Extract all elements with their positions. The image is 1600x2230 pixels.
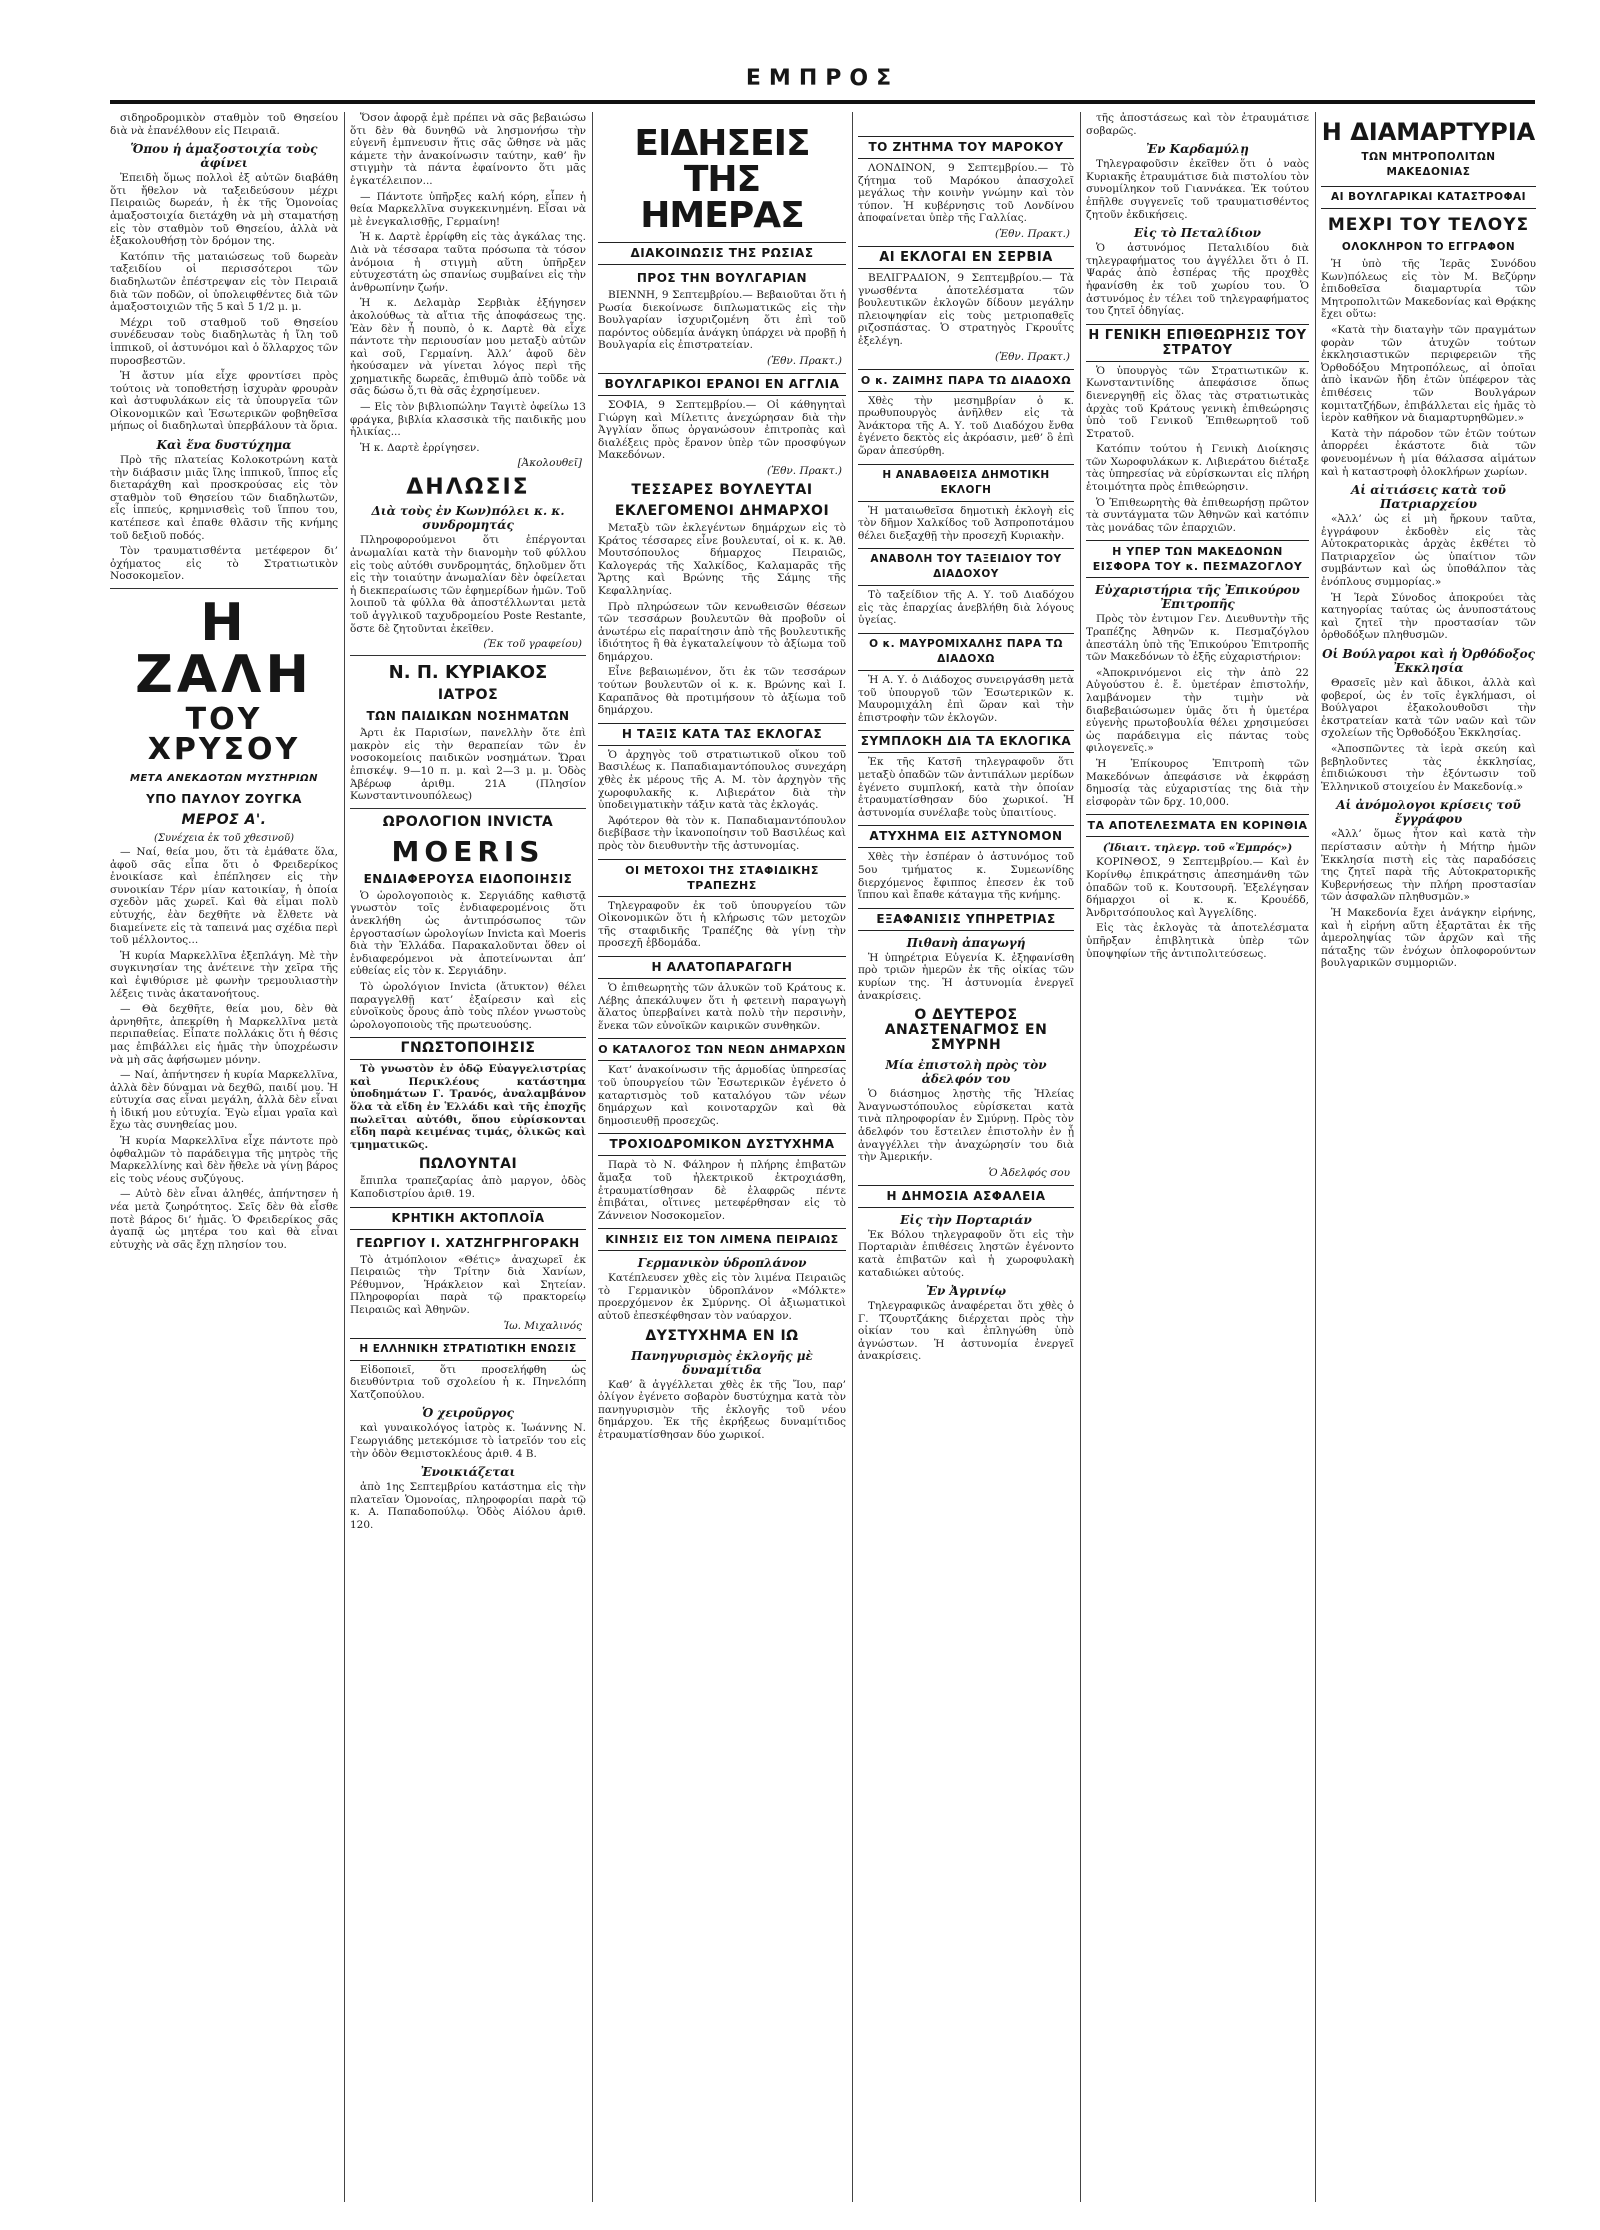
subheading: Εἰς τὸ Πεταλίδιον — [1134, 226, 1261, 241]
paragraph: Ἡ κυρία Μαρκελλῖνα εἶχε πάντοτε πρὸ ὀφθαλμῶν τὸ παράδειγμα τῆς μητρὸς τῆς Μαρκελλίνης καὶ δὲν ἤθελε νὰ γίνῃ βάρος εἰς τοὺς νέους συζύγους. — [110, 1135, 338, 1185]
ad-heading: ΚΡΗΤΙΚΗ ΑΚΤΟΠΛΟΪΑ — [350, 1207, 586, 1230]
article-subheadline: ΠΡΟΣ ΤΗΝ ΒΟΥΛΓΑΡΙΑΝ — [636, 271, 808, 285]
advertisement — [350, 664, 586, 803]
paragraph: Εἶνε βεβαιωμένον, ὅτι ἐκ τῶν τεσσάρων τούτων βουλευτῶν οἱ κ. κ. Βρώνης καὶ Ι. Καραπᾶνος θὰ προτιμήσουν τὸ ἀξίωμα τοῦ δημάρχου. — [598, 666, 846, 717]
article-headline: ΤΡΟΧΙΟΔΡΟΜΙΚΟΝ ΔΥΣΤΥΧΗΜΑ — [598, 1133, 846, 1156]
article-headline: Ο κ. ΖΑΙΜΗΣ ΠΑΡΑ ΤΩ ΔΙΑΔΟΧΩ — [858, 369, 1074, 392]
main-headline: ΕΙΔΗΣΕΙΣ ΤΗΣ ΗΜΕΡΑΣ — [634, 123, 810, 236]
article-headline: Η ΑΛΑΤΟΠΑΡΑΓΩΓΗ — [598, 956, 846, 979]
paragraph: ΛΟΝΔΙΝΟΝ, 9 Σεπτεμβρίου.— Τὸ ζήτημα τοῦ Μαρόκου ἀπασχολεῖ μεγάλως τὴν κοινὴν γνώμην καὶ τὸν τύπον. Ἡ κυβέρνησις τοῦ Λονδίνου ἀποφαίνεται ὑπὲρ τῆς Γαλλίας. — [858, 162, 1074, 225]
ad-subheading: ΕΝΔΙΑΦΕΡΟΥΣΑ ΕΙΔΟΠΟΙΗΣΙΣ — [363, 871, 573, 886]
paragraph: Ἡ Ἐπίκουρος Ἐπιτροπὴ τῶν Μακεδόνων ἀπεφάσισε νὰ ἐκφράσῃ δημοσίᾳ τὰς εὐχαριστίας της διὰ τὴν εἰσφορὰν τῶν δρχ. 10,000. — [1086, 757, 1309, 808]
paragraph: «Ἀλλ’ ὅμως ἦτον καὶ κατὰ τὴν περίστασιν αὐτὴν ἡ Μήτηρ ἡμῶν Ἐκκλησία πιστὴ εἰς τὰς παραδόσεις της ζητεῖ παρὰ τῆς Αὐτοκρατορικῆς Κυβερνήσεως τὴν πλήρη προστασίαν τῶν ἀσφαλῶν πληθυσμῶν.» — [1321, 828, 1536, 904]
subheading: Μία ἐπιστολὴ πρὸς τὸν ἀδελφόν του — [885, 1058, 1047, 1087]
paragraph: καὶ γυναικολόγος ἰατρὸς κ. Ἰωάννης Ν. Γεωργιάδης μετεκόμισε τὸ ἰατρεῖόν του εἰς τὴν ὁδὸν Θεμιστοκλέους ἀριθ. 4 Β. — [350, 1422, 586, 1460]
column-4 — [858, 112, 1074, 2212]
signature: (Ἐθν. Πρακτ.) — [767, 354, 842, 367]
article-headline: Η ΥΠΕΡ ΤΩΝ ΜΑΚΕΔΟΝΩΝ ΕΙΣΦΟΡΑ ΤΟΥ κ. ΠΕΣΜΑΖΟΓΛΟΥ — [1086, 540, 1309, 578]
paragraph: τῆς ἀποστάσεως καὶ τὸν ἐτραυμάτισε σοβαρῶς. — [1086, 112, 1309, 137]
subheading: Πανηγυρισμὸς ἐκλογῆς μὲ δυναμίτιδα — [631, 1348, 813, 1377]
paragraph: Πρὸς τὸν ἐντιμον Γεν. Διευθυντὴν τῆς Τραπέζης Ἀθηνῶν κ. Πεσμαζόγλου ἀπεστάλη ὑπὸ τῆς Ἐπικούρου Ἐπιτροπῆς τῶν Μακεδόνων τὸ ἑξῆς εὐχαριστήριον: — [1086, 613, 1309, 664]
paragraph: — Ναί, ἀπήντησεν ἡ κυρία Μαρκελλῖνα, ἀλλὰ δὲν δύναμαι νὰ δεχθῶ, παιδί μου. Ἡ εὐτυχία σας εἶναι μεγάλη, ἀλλὰ δὲν εἶναι ἡ ἰδική μου εὐτυχία. Ἐγὼ εἶμαι γραῖα καὶ ἔχω τὰς συνηθείας μου. — [110, 1069, 338, 1132]
article-subheadline: ΟΛΟΚΛΗΡΟΝ ΤΟ ΕΓΓΡΑΦΟΝ — [1341, 241, 1516, 253]
paragraph: Ἡ κυρία Μαρκελλῖνα ἐξεπλάγη. Μὲ τὴν συγκινησίαν της ἀνέτεινε τὴν χεῖρα τῆς καὶ ἐψιθύρισε μὲ φωνὴν τρεμουλιαστὴν λέξεις τινὰς ἀκατανοήτους. — [110, 949, 338, 1000]
paragraph: Ὁ Ἐπιθεωρητὴς θὰ ἐπιθεωρήσῃ πρῶτον τὰ συντάγματα τῶν Ἀθηνῶν καὶ κατόπιν τὰς μονάδας τῶν ἐπαρχιῶν. — [1086, 496, 1309, 534]
subheading: Ἐν Καρδαμύλῃ — [1146, 142, 1249, 157]
ad-name: Ν. Π. ΚΥΡΙΑΚΟΣ — [388, 662, 548, 684]
column-divider — [344, 112, 345, 2202]
article-headline: Ο ΚΑΤΑΛΟΓΟΣ ΤΩΝ ΝΕΩΝ ΔΗΜΑΡΧΩΝ — [598, 1038, 846, 1061]
article-headline: ΣΥΜΠΛΟΚΗ ΔΙΑ ΤΑ ΕΚΛΟΓΙΚΑ — [858, 730, 1074, 753]
paragraph: — Ναί, θεία μου, ὅτι τὰ ἐμάθατε ὅλα, ἀφοῦ σᾶς εἶπα ὅτι ὁ Φρειδερίκος ἐνοικίασε καὶ ἐπέπλησεν εἰς τὴν συνοικίαν Τέρν μίαν κατοικίαν, ἡ ὁποία σχεδὸν μᾶς χωρεῖ. Καὶ θὰ εἶμαι πολὺ εὐτυχής, ἐὰν δεχθῆτε νὰ ἔλθετε νὰ διαμείνετε εἰς τὰ ταπεινά μας σχέδια περὶ τοῦ μέλλοντος... — [110, 846, 338, 947]
paragraph: Ἡ Ἱερὰ Σύνοδος ἀποκρούει τὰς κατηγορίας ταύτας ὡς ἀνυποστάτους καὶ ζητεῖ τὴν προστασίαν τῶν ὀρθοδόξων πληθυσμῶν. — [1321, 591, 1536, 642]
paragraph: Ἡ ὑπὸ τῆς Ἱερᾶς Συνόδου Κων)πόλεως εἰς τὸν Μ. Βεζύρην ἐπιδοθεῖσα διαμαρτυρία τῶν Μητροπολιτῶν Μακεδονίας καὶ Θρᾴκης ἔχει οὕτω: — [1321, 258, 1536, 321]
subheading: Γερμανικὸν ὑδροπλάνον — [637, 1256, 807, 1271]
signature: (Ἐκ τοῦ γραφείου) — [483, 638, 582, 651]
subheading: Ὁ χειροῦργος — [422, 1406, 514, 1421]
column-6 — [1321, 112, 1536, 2212]
article-headline: ΔΥΣΤΥΧΗΜΑ ΕΝ ΙΩ — [645, 1327, 799, 1344]
paragraph: ΒΙΕΝΝΗ, 9 Σεπτεμβρίου.— Βεβαιοῦται ὅτι ἡ Ρωσία διεκοίνωσε διπλωματικῶς εἰς τὴν Βουλγαρίαν ἰσχυριζομένη ὅτι ἐπὶ τοῦ παρόντος οὐδεμία ἀνάγκη ὑπάρχει νὰ προβῇ ἡ Βουλγαρία εἰς ἐπιστρατείαν. — [598, 289, 846, 352]
ad-specialty: ΤΩΝ ΠΑΙΔΙΚΩΝ ΝΟΣΗΜΑΤΩΝ — [366, 709, 570, 724]
signature: Ὁ Ἀδελφός σου — [988, 1166, 1070, 1179]
column-3 — [598, 112, 846, 2212]
paragraph: Μεταξὺ τῶν ἐκλεγέντων δημάρχων εἰς τὸ Κράτος τέσσαρες εἶνε βουλευταί, οἱ κ. κ. Ἀθ. Μουτσόπουλος δήμαρχος Πειραιῶς, Καλογεράς τῆς Χαλκίδος, Καλαμαρᾶς τῆς Ἄρτης καὶ Βρώνης τῆς Σάμης τῆς Κεφαλληνίας. — [598, 521, 846, 597]
paragraph: Ἡ ὑπηρέτρια Εὐγενία Κ. ἐξηφανίσθη πρὸ τριῶν ἡμερῶν ἐκ τῆς οἰκίας τῶν κυρίων της. Ἡ ἀστυνομία ἐνεργεῖ ἀνακρίσεις. — [858, 951, 1074, 1002]
paragraph: ἔπιπλα τραπεζαρίας ἀπὸ μαργον, ὁδὸς Καποδιστρίου ἀριθ. 19. — [350, 1175, 586, 1201]
paragraph: Τηλεγραφοῦσιν ἐκεῖθεν ὅτι ὁ ναὸς Κυριακῆς ἐτραυμάτισε διὰ πιστολίου τὸν συνομίληκον τοῦ Γιαννάκεα. Ἐκ τούτου ἐπῆλθε συγγενεῖς τοῦ τραυματισθέντος ζητοῦν ἐκδικήσεις. — [1086, 158, 1309, 221]
article-headline: ΟΙ ΜΕΤΟΧΟΙ ΤΗΣ ΣΤΑΦΙΔΙΚΗΣ ΤΡΑΠΕΖΗΣ — [598, 859, 846, 897]
subheading: Πιθανὴ ἀπαγωγή — [906, 935, 1026, 950]
newspaper-name: ΕΜΠΡΟΣ — [745, 66, 900, 91]
article-subheadline: ΕΚΛΕΓΟΜΕΝΟΙ ΔΗΜΑΡΧΟΙ — [614, 502, 830, 519]
paragraph: Κατὰ τὴν πάροδον τῶν ἐτῶν τούτων ἀπορρέει ἐκάστοτε διὰ τῶν φονευομένων ἡ μία θάλασσα αἱμάτων καὶ ἡ καταστροφὴ ὁλοκλήρων χωρίων. — [1321, 427, 1536, 478]
paragraph: Χθὲς τὴν μεσημβρίαν ὁ κ. πρωθυπουργὸς ἀνῆλθεν εἰς τὰ Ἀνάκτορα τῆς Α. Υ. τοῦ Διαδόχου ἔνθα ἐγένετο δεκτὸς εἰς ἀκρόασιν, μεθ’ ὃ ἐπὶ ὥραν ἀπεσύρθη. — [858, 394, 1074, 457]
paragraph: Ἡ ἄστυν μία εἶχε φροντίσει πρὸς τούτοις νὰ τοποθετήσῃ ἰσχυρὰν φρουρὰν καὶ ἀστυφυλάκων εἰς τὰ ὑπουργεῖα τῶν Οἰκονομικῶν καὶ Ἐσωτερικῶν φοβηθεῖσα μήπως οἱ διαδηλωταὶ ὑπερβάλουν τὰ ὅρια. — [110, 370, 338, 433]
paragraph: — Θὰ δεχθῆτε, θεία μου, δὲν θὰ ἀρνηθῆτε, ἀπεκρίθη ἡ Μαρκελλῖνα μετὰ περιπαθείας. Εἶπατε πολλάκις ὅτι ἡ θέσις μας ἐπιβάλλει εἰς ἡμᾶς τὴν ὑποχρέωσιν νὰ μὴ σᾶς ἀφήσωμεν μόνην. — [110, 1003, 338, 1066]
paragraph: Καθ’ ἃ ἀγγέλλεται χθὲς ἐκ τῆς Ἴου, παρ’ ὀλίγον ἐγένετο σοβαρὸν δυστύχημα κατὰ τὸν πανηγυρισμὸν τῆς ἐκλογῆς τοῦ νέου δημάρχου. Ἐκ τῆς ἐκρήξεως δυναμίτιδος ἐτραυματίσθησαν δύο χωρικοί. — [598, 1378, 846, 1442]
subheading: Ἐνοικιάζεται — [420, 1465, 516, 1480]
paragraph: Ὁ διάσημος λῃστὴς τῆς Ἠλείας Ἀναγνωστόπουλος εὑρίσκεται κατὰ τινὰ πληροφορίαν ἐν Σμύρνῃ. Πρὸς τὸν ἀδελφόν του ἔστειλεν ἐπιστολὴν ἐν ᾗ ἀναγγέλλει τὴν ἀναχώρησίν του διὰ τὴν Ἀμερικήν. — [858, 1088, 1074, 1164]
paragraph: Ἐκ Βόλου τηλεγραφοῦν ὅτι εἰς τὴν Πορταριὰν ἐπιθέσεις ληστῶν ἐγένοντο κατὰ ἐπιβατῶν καὶ ἡ χωροφυλακὴ καταδιώκει αὐτούς. — [858, 1228, 1074, 1279]
article-subheadline: ΤΩΝ ΜΗΤΡΟΠΟΛΙΤΩΝ ΜΑΚΕΔΟΝΙΑΣ — [1361, 151, 1496, 178]
paragraph: Ὁ ὡρολογοποιὸς κ. Σεργιάδης καθιστᾷ γνωστὸν τοῖς ἐνδιαφερομένοις ὅτι ἀνεκλήθη ὡς ἀντιπρόσωπος τῶν ἐργοστασίων ὡρολογίων Invicta καὶ Moeris διὰ τὴν Ἑλλάδα. Παρακαλοῦνται ὅθεν οἱ ἐνδιαφερόμενοι νὰ ἀποτείνωνται ἀπ’ εὐθείας εἰς τὸν κ. Σεργιάδην. — [350, 889, 586, 978]
article-headline: ΑΤΥΧΗΜΑ ΕΙΣ ΑΣΤΥΝΟΜΟΝ — [858, 825, 1074, 848]
paragraph: Τὸ ὡρολόγιον Invicta (ἄτυκτον) θέλει παραγγελθῇ κατ’ ἐξαίρεσιν καὶ εἰς εὐνοϊκοὺς ὅρους ἀπὸ τοὺς πλέον γνωστοὺς ὡρολογοποιοὺς τῆς πρωτευούσης. — [350, 980, 586, 1031]
masthead-rule — [110, 100, 1535, 104]
article-headline: Η ΤΑΞΙΣ ΚΑΤΑ ΤΑΣ ΕΚΛΟΓΑΣ — [598, 723, 846, 746]
divider — [110, 588, 338, 589]
paragraph: Ἡ Α. Υ. ὁ Διάδοχος συνειργάσθη μετὰ τοῦ ὑπουργοῦ τῶν Ἐσωτερικῶν κ. Μαυρομιχάλη ἐπὶ ὥραν καὶ τὴν ἐπιστροφὴν τῶν ἐκλογῶν. — [858, 674, 1074, 724]
paragraph: Ἡ κ. Δαρτὲ ἐρρίφθη εἰς τὰς ἀγκάλας της. Διὰ νὰ τέσσαρα ταῦτα πρόσωπα τὰ τόσον ἀνόμοια ἡ στιγμὴ αὕτη ὑπῆρξεν εὐτυχεστάτη ὡς σπανίως συμβαίνει εἰς τὴν ἀνθρωπίνην ζωήν. — [350, 231, 586, 294]
article-headline: ΒΟΥΛΓΑΡΙΚΟΙ ΕΡΑΝΟΙ ΕΝ ΑΓΓΛΙΑ — [598, 373, 846, 396]
paragraph: Θρασεῖς μὲν καὶ ἄδικοι, ἀλλὰ καὶ φοβεροί, ὡς ἐν τοῖς ἐγκλήμασι, οἱ Βούλγαροι ἐξακολουθοῦσι τὴν ἐκστρατείαν κατὰ τῶν ναῶν καὶ τῶν σχολείων τῆς Ὀρθοδόξου Ἐκκλησίας. — [1321, 677, 1536, 740]
paragraph: Ἡ κ. Δελαμὰρ Σερβιὰκ ἐξήγησεν ἀκολούθως τὰ αἴτια τῆς ἀποφάσεως της. Ἐὰν δὲν ἦ πουπὸ, ὁ κ. Δαρτὲ θὰ εἶχε πάντοτε τὴν περιουσίαν μου μεταξὺ αὐτῶν καὶ σοῦ, Γερμαίνη. Ἀλλ’ ἀφοῦ δὲν ἠκούσαμεν νὰ γίνεται λόγος περὶ τῆς χρηματικῆς δωρεᾶς, ἐπιθυμῶ ἀπὸ τοῦδε νὰ σᾶς δώσω ὅ,τι θὰ σᾶς ἐχρησίμευεν. — [350, 297, 586, 398]
article-headline: ΤΕΣΣΑΡΕΣ ΒΟΥΛΕΥΤΑΙ — [631, 481, 813, 498]
signature: [Ἀκολουθεῖ] — [517, 457, 582, 470]
ad-heading: ΩΡΟΛΟΓΙΟΝ INVICTA — [382, 813, 554, 830]
article-headline: ΑΙ ΕΚΛΟΓΑΙ ΕΝ ΣΕΡΒΙΑ — [858, 246, 1074, 269]
ad-brand: MOERIS — [391, 834, 545, 868]
notice-heading: Η ΕΛΛΗΝΙΚΗ ΣΤΡΑΤΙΩΤΙΚΗ ΕΝΩΣΙΣ — [350, 1338, 586, 1361]
paragraph: Τηλεγραφοῦν ἐκ τοῦ ὑπουργείου τῶν Οἰκονομικῶν ὅτι ἡ κλήρωσις τῶν μετοχῶν τῆς σταφιδικῆς Τραπέζης θὰ γίνῃ τὴν προσεχῆ ἑβδομάδα. — [598, 899, 846, 950]
paragraph: — Πάντοτε ὑπῆρξες καλή κόρη, εἶπεν ἡ θεία Μαρκελλῖνα συγκεκινημένη. Εἶσαι νὰ μὲ ἐνεγκαλισθῇς, Γερμαίνη! — [350, 190, 586, 228]
paragraph: Τηλεγραφικῶς ἀναφέρεται ὅτι χθὲς ὁ Γ. Τζουρτζάκης διέρχεται πρὸς τὴν οἰκίαν του καὶ ἐπληγώθη ὑπὸ ἀγνώστων. Ἡ ἀστυνομία ἐνεργεῖ ἀνακρίσεις. — [858, 1300, 1074, 1363]
signature: (Ἐθν. Πρακτ.) — [995, 227, 1070, 240]
serial-author: ΥΠΟ ΠΑΥΛΟΥ ΖΟΥΓΚΑ — [146, 792, 302, 806]
paragraph: Τὸ γνωστὸν ἐν ὁδῷ Εὐαγγελιστρίας καὶ Περικλέους κατάστημα ὑποδημάτων Γ. Τρανός, ἀναλαμβάνον ὅλα τὰ εἴδη ἐν Ἑλλάδι καὶ τῆς ἐποχῆς πωλεῖται αὐτόθι, ὅπου εὑρίσκονται εἴδη παρὰ κειμένας τιμάς, ὁλικῶς καὶ τμηματικῶς. — [350, 1063, 586, 1151]
paragraph: Τὸ ταξείδιον τῆς Α. Υ. τοῦ Διαδόχου εἰς τὰς ἐπαρχίας ἀνεβλήθη διὰ λόγους ὑγείας. — [858, 589, 1074, 627]
article-headline: ΤΑ ΑΠΟΤΕΛΕΣΜΑΤΑ ΕΝ ΚΟΡΙΝΘΙΑ — [1086, 814, 1309, 837]
paragraph: Ὁ ἐπιθεωρητὴς τῶν ἁλυκῶν τοῦ Κράτους κ. Λέβης ἀπεκάλυψεν ὅτι ἡ φετεινὴ παραγωγὴ ἅλατος ὑπερβαίνει κατὰ πολὺ τὴν περσινὴν, ἕνεκα τῶν εὐνοϊκῶν καιρικῶν συνθηκῶν. — [598, 981, 846, 1032]
paragraph: σιδηροδρομικὸν σταθμὸν τοῦ Θησείου διὰ νὰ ἐπανέλθουν εἰς Πειραιᾶ. — [110, 112, 338, 137]
paragraph: Ἀφότερον θὰ τὸν κ. Παπαδιαμαντόπουλον διεβίβασε τὴν ἰκανοποίησιν τοῦ Βασιλέως καὶ πρὸς τὸν διευθυντὴν τῆς ἀστυνομίας. — [598, 814, 846, 852]
paragraph: «Ἀποκρινόμενοι εἰς τὴν ἀπὸ 22 Αὐγούστου ἐ. ἔ. ὑμετέραν ἐπιστολήν, λαμβάνομεν τὴν τιμὴν νὰ διαβεβαιώσωμεν ὑμᾶς ὅτι ἡ ὑμετέρα εὐγενὴς πρωτοβουλία θέλει χρησιμεύσει ὡς παράδειγμα εἰς πάντας τοὺς φιλογενεῖς.» — [1086, 666, 1309, 755]
subheading: (Ἰδιαιτ. τηλεγρ. τοῦ «Ἐμπρός») — [1102, 842, 1293, 855]
paragraph: Μέχρι τοῦ σταθμοῦ τοῦ Θησείου συνέδευσαν τοὺς διαδηλωτὰς ἡ ἴλη τοῦ ἱππικοῦ, οἱ ἀστυνόμοι καὶ ὁ ὅλλαρχος τῶν πυροσβεστῶν. — [110, 316, 338, 367]
notice-heading: ΠΩΛΟΥΝΤΑΙ — [418, 1156, 518, 1173]
serial-subtitle: ΜΕΤΑ ΑΝΕΚΔΟΤΩΝ ΜΥΣΤΗΡΙΩΝ — [129, 773, 319, 784]
paragraph: Ἐπειδὴ ὅμως πολλοὶ ἐξ αὐτῶν διαβάθη ὅτι ἤθελον νὰ ταξειδεύσουν μέχρι Πειραιῶς δωρεάν, ἡ ἐκ τῆς Ὁμονοίας ἁμαξοστοιχία διετάχθη νὰ μὴ σταματήσῃ εἰς τὸν σταθμὸν τοῦ Θησείου, ἀλλὰ νὰ ἐξακολουθήσῃ τὸν δρόμον της. — [110, 172, 338, 248]
article-headline: Η ΑΝΑΒΑΘΕΙΣΑ ΔΗΜΟΤΙΚΗ ΕΚΛΟΓΗ — [858, 464, 1074, 502]
paragraph: Ὁ ἀστυνόμος Πεταλιδίου διὰ τηλεγραφήματος του ἀγγέλλει ὅτι ὁ Π. Ψαράς ἀπὸ ἑσπέρας τῆς προχθὲς ἠφανίσθη ἐκ τοῦ χωρίου του. Ὁ ἀστυνόμος ἐν τέλει τοῦ τηλεγραφήματος του ζητεῖ ὁδηγίας. — [1086, 242, 1309, 318]
column-2 — [350, 112, 586, 2212]
serial-part: ΜΕΡΟΣ Α'. — [181, 812, 267, 828]
divider — [350, 655, 586, 656]
paragraph: Κατέπλευσεν χθὲς εἰς τὸν λιμένα Πειραιῶς τὸ Γερμανικὸν ὑδροπλάνον «Μόλκτε» προερχόμενον ἐκ Σμύρνης. Οἱ ἀξιωματικοὶ αὐτοῦ ἐπεσκέφθησαν τὸν ναύαρχον. — [598, 1272, 846, 1323]
paragraph: Ἐκ τῆς Κατσῆ τηλεγραφοῦν ὅτι μεταξὺ ὀπαδῶν τῶν ἀντιπάλων μερίδων ἐγένετο συμπλοκή, κατὰ τὴν ὁποίαν ἐτραυματίσθησαν δύο χωρικοί. Ἡ ἀστυνομία συνέλαβε τοὺς ὑπαιτίους. — [858, 756, 1074, 819]
paragraph: Ὅσον ἀφορᾷ ἐμὲ πρέπει νὰ σᾶς βεβαιώσω ὅτι δὲν θὰ δυνηθῶ νὰ λησμονήσω τὴν εὐγενῆ ἐμπνευσιν ἥτις σᾶς ὤθησε νὰ μᾶς κάμετε τὴν ἀνακοίνωσιν ταύτην, καθ’ ἣν στιγμὴν τὰ πάντα ἐφαίνοντο ὅτι μᾶς ἐγκατέλειπον... — [350, 112, 586, 187]
paragraph: Εἰς τὰς ἐκλογὰς τὰ ἀποτελέσματα ὑπῆρξαν ἐπιβλητικὰ ὑπὲρ τῶν ὑποψηφίων τῆς ἀντιπολιτεύσεως. — [1086, 922, 1309, 960]
paragraph: «Ἀποσπῶντες τὰ ἱερὰ σκεύη καὶ βεβηλοῦντες τὰς ἐκκλησίας, ἐπιδιώκουσι τὴν ἐξόντωσιν τοῦ Ἑλληνικοῦ στοιχείου ἐν Μακεδονίᾳ.» — [1321, 743, 1536, 793]
paragraph: Ὁ ἀρχηγὸς τοῦ στρατιωτικοῦ οἴκου τοῦ Βασιλέως κ. Παπαδιαμαντόπουλος συνεχάρη χθὲς ἐκ μέρους τῆς Α. Μ. τὸν ἀρχηγὸν τῆς χωροφυλακῆς κ. Λιβιεράτον διὰ τὴν ὑποδειγματικὴν τάξιν κατὰ τὰς ἐκλογάς. — [598, 748, 846, 812]
paragraph: Εἰδοποιεῖ, ὅτι προσελήφθη ὡς διευθύντρια τοῦ σχολείου ἡ κ. Πηνελόπη Χατζοπούλου. — [350, 1363, 586, 1401]
paragraph: Κατ’ ἀνακοίνωσιν τῆς ἁρμοδίας ὑπηρεσίας τοῦ ὑπουργείου τῶν Ἐσωτερικῶν ἐγένετο ὁ καταρτισμὸς τοῦ καταλόγου τῶν νέων δημάρχων καὶ κοινοταρχῶν καὶ θὰ δημοσιευθῇ προσεχῶς. — [598, 1064, 846, 1127]
paragraph: Παρὰ τὸ Ν. Φάληρον ἡ πλήρης ἐπιβατῶν ἄμαξα τοῦ ἠλεκτρικοῦ ἐκτροχιάσθη, ἐτραυματίσθησαν δὲ ἐλαφρῶς πέντε ἐπιβάται, οἵτινες μετεφέρθησαν εἰς τὸ Ζάννειον Νοσοκομεῖον. — [598, 1159, 846, 1222]
article-headline: ΚΙΝΗΣΙΣ ΕΙΣ ΤΟΝ ΛΙΜΕΝΑ ΠΕΙΡΑΙΩΣ — [598, 1228, 846, 1251]
paragraph: Ἡ ματαιωθεῖσα δημοτικὴ ἐκλογὴ εἰς τὸν δῆμον Χαλκίδος τοῦ Ἀσπροποτάμου θέλει διεξαχθῇ τὴν προσεχῆ Κυριακὴν. — [858, 504, 1074, 542]
subheading: Ὅπου ἡ ἁμαξοστοιχία τοὺς ἀφίνει — [130, 142, 318, 171]
signature: (Ἐθν. Πρακτ.) — [995, 350, 1070, 363]
paragraph: Ἡ κ. Δαρτὲ ἐρρίγησεν. — [360, 441, 480, 454]
serial-title-line2: ΤΟΥ ΧΡΥΣΟΥ — [147, 702, 301, 767]
paragraph: Τὸ ἀτμόπλοιον «Θέτις» ἀναχωρεῖ ἐκ Πειραιῶς τὴν Τρίτην διὰ Χανίων, Ρέθυμνον, Ἡράκλειον καὶ Σητείαν. Πληροφορίαι παρὰ τῷ πρακτορείῳ Πειραιῶς καὶ Ἀθηνῶν. — [350, 1253, 586, 1316]
paragraph: «Κατὰ τὴν διαταγὴν τῶν πραγμάτων φορὰν τῶν ἀτυχῶν τούτων ἐκκλησιαστικῶν περιφερειῶν τῆς Ὀρθοδόξου Μητροπόλεως, αἱ ὁποῖαι ἀπὸ ἱκανῶν ἤδη ἐτῶν ὑπέφερον τὰς ἐπιθέσεις τῶν Βουλγάρων κομιτατζήδων, ἐπιβάλλεται εἰς ἡμᾶς τὸ ἱερὸν καθῆκον νὰ διαμαρτυρηθῶμεν.» — [1321, 323, 1536, 425]
divider — [350, 808, 586, 809]
subheading: Οἱ Βούλγαροι καὶ ἡ Ὀρθόδοξος Ἐκκλησία — [1322, 647, 1535, 676]
column-divider — [1080, 112, 1081, 2202]
subheading: Ἐν Ἀγρινίῳ — [925, 1284, 1007, 1299]
subheading: Αἱ ἀνόμολογοι κρίσεις τοῦ ἔγγράφου — [1336, 798, 1521, 827]
paragraph: Πληροφορούμενοι ὅτι ἐπέργονται ἀνωμαλίαι κατὰ τὴν διανομὴν τοῦ φύλλου εἰς τοὺς αὐτόθι συνδρομητάς, δηλοῦμεν ὅτι εἰς τὴν τοιαύτην ἀνωμαλίαν δὲν ὀφείλεται ἡ διεκπεραίωσις τῶν ἐφημερίδων ἡμῶν. Τοῦ λοιποῦ τὰ φύλλα θὰ ἀποστέλλωνται μετὰ τοῦ ἀγγλικοῦ ταχυδρομείου Poste Restante, ὅστε δὲ ζητοῦνται ἐκεῖθεν. — [350, 534, 586, 635]
paragraph: Χθὲς τὴν ἑσπέραν ὁ ἀστυνόμος τοῦ 5ου τμήματος κ. Συμεωνίδης διερχόμενος ἔφιππος ἐπεσεν ἐκ τοῦ ἵππου καὶ ἔπαθε κάταγμα τῆς κνήμης. — [858, 851, 1074, 902]
column-divider — [1315, 112, 1316, 2202]
subheading: Εὐχαριστήρια τῆς Ἐπικούρου Ἐπιτροπῆς — [1095, 583, 1300, 612]
section-heading: ΔΗΛΩΣΙΣ — [406, 475, 530, 501]
ad-text: Ἀρτι ἐκ Παρισίων, πανελλὴν ὅτε ἐπὶ μακρὸν εἰς τὴν θεραπείαν τῶν ἐν νοσοκομείοις παιδικῶν νοσημάτων. Ὥραι ἐπισκέψ. 9—10 π. μ. καὶ 2—3 μ. μ. Ὁδὸς Ἀβέρωφ ἀριθμ. 21Α (Πλησίον Κωνσταντινουπόλεως) — [350, 727, 586, 803]
article-headline: Η ΓΕΝΙΚΗ ΕΠΙΘΕΩΡΗΣΙΣ ΤΟΥ ΣΤΡΑΤΟΥ — [1086, 324, 1309, 362]
signature: (Ἐθν. Πρακτ.) — [767, 464, 842, 477]
subheading: Διὰ τοὺς ἐν Κων)πόλει κ. κ. συνδρομητάς — [371, 504, 565, 533]
article-headline: Ο κ. ΜΑΥΡΟΜΙΧΑΛΗΣ ΠΑΡΑ ΤΩ ΔΙΑΔΟΧΩ — [858, 633, 1074, 671]
article-headline: Η ΔΗΜΟΣΙΑ ΑΣΦΑΛΕΙΑ — [858, 1185, 1074, 1208]
article-headline: ΑΝΑΒΟΛΗ ΤΟΥ ΤΑΞΕΙΔΙΟΥ ΤΟΥ ΔΙΑΔΟΧΟΥ — [858, 548, 1074, 586]
article-headline: ΤΟ ΖΗΤΗΜΑ ΤΟΥ ΜΑΡΟΚΟΥ — [858, 136, 1074, 159]
paragraph: Κατόπιν τῆς ματαιώσεως τοῦ δωρεὰν ταξειδίου οἱ περισσότεροι τῶν διαδηλωτῶν ἐπέστρεψαν εἰς τὸν Πειραιᾶ διὰ τῶν ποδῶν, οἱ ὑπολειφθέντες διὰ τῶν ἁμαξοστοιχιῶν τῆς 5 καὶ 5 1/2 μ. μ. — [110, 250, 338, 314]
paragraph: Ἡ Μακεδονία ἔχει ἀνάγκην εἰρήνης, καὶ ἡ εἰρήνη αὕτη ἐξαρτᾶται ἐκ τῆς ἀμεροληψίας τῶν ἀρχῶν καὶ τῆς πάταξης τῶν ἐνόχων ὁπλοφορούντων βουλγαρικῶν συμμοριῶν. — [1321, 906, 1536, 970]
serial-title: Η ΖΑΛΗ — [135, 593, 313, 705]
paragraph: «Ἀλλ’ ὡς εἰ μὴ ἤρκουν ταῦτα, ἐγγράφουν ἐκδοθὲν εἰς τὰς Αὐτοκρατορικὰς ἀρχὰς ἐκθέτει τὸ Πατριαρχεῖον ὡς ὑπαίτιον τῶν συμβάντων καὶ ὡς ὑποθάλπον τὰς ἐνόπλους συμμορίας.» — [1321, 513, 1536, 589]
column-divider — [592, 112, 593, 2202]
subheading: Αἱ αἰτιάσεις κατὰ τοῦ Πατριαρχείου — [1350, 483, 1506, 512]
paragraph: Κατόπιν τούτου ἡ Γενικὴ Διοίκησις τῶν Χωροφυλάκων κ. Λιβιεράτου διέταξε τὰς ὑπηρεσίας νὰ εὑρίσκωνται εἰς πλήρη ἑτοιμότητα πρὸς ἐπιθεώρησιν. — [1086, 443, 1309, 494]
masthead — [110, 60, 1535, 108]
article-headline: Ο ΔΕΥΤΕΡΟΣ ΑΝΑΣΤΕΝΑΓΜΟΣ ΕΝ ΣΜΥΡΝΗ — [884, 1007, 1048, 1054]
paragraph: Πρὸ πληρώσεων τῶν κενωθεισῶν θέσεων τῶν τεσσάρων βουλευτῶν θὰ προβοῦν οἱ ἀνωτέρω εἰς παραίτησιν ἀπὸ τῆς βουλευτικῆς ἰδιότητος ἢ θὰ ἐγκαταλείψουν τὸ ἀξίωμα τοῦ δημάρχου. — [598, 600, 846, 663]
article-headline: ΔΙΑΚΟΙΝΩΣΙΣ ΤΗΣ ΡΩΣΙΑΣ — [598, 242, 846, 265]
notice-heading: ΓΝΩΣΤΟΠΟΙΗΣΙΣ — [350, 1037, 586, 1060]
paragraph: Πρὸ τῆς πλατείας Κολοκοτρώνη κατὰ τὴν διάβασιν μιᾶς ἴλης ἱππικοῦ, ἵππος εἷς διεταράχθη καὶ προσκρούσας εἰς τὸν σταθμὸν τοῦ Θησείου τῶν διαδηλωτῶν, εἷς ἱππεύς, κρημνισθεὶς τοῦ ἵππου του, κατέπεσε καὶ ἐπαθε θλᾶσιν τῆς κνήμης τοῦ δεξιοῦ ποδός. — [110, 454, 338, 542]
column-1 — [110, 112, 338, 2212]
article-headline: Η ΔΙΑΜΑΡΤΥΡΙΑ — [1321, 118, 1536, 146]
subheading: Εἰς τὴν Πορταριάν — [900, 1212, 1032, 1227]
paragraph: ΚΟΡΙΝΘΟΣ, 9 Σεπτεμβρίου.— Καὶ ἐν Κορίνθῳ ἐπικράτησις ἀπεσημάνθη τῶν ὁπαδῶν τοῦ κ. Κουτσουρῆ. Ἐξελέγησαν δήμαρχοι οἱ κ. κ. Κρουέδδ, Ἀνδριτσόπουλος καὶ Ἀγγελίδης. — [1086, 856, 1309, 919]
serial-continuation: (Συνέχεια ἐκ τοῦ χθεσινοῦ) — [154, 833, 294, 844]
column-divider — [852, 112, 853, 2202]
ad-role: ΙΑΤΡΟΣ — [437, 687, 499, 704]
article-subheadline: ΑΙ ΒΟΥΛΓΑΡΙΚΑΙ ΚΑΤΑΣΤΡΟΦΑΙ — [1321, 186, 1536, 209]
article-subheadline: ΜΕΧΡΙ ΤΟΥ ΤΕΛΟΥΣ — [1327, 215, 1530, 235]
paragraph: — Αὐτὸ δὲν εἶναι ἀληθές, ἀπήντησεν ἡ νέα μετὰ ζωηρότητος. Σεῖς δὲν θὰ εἶσθε ποτὲ βάρος δι’ ἡμᾶς. Ὁ Φρειδερίκος σᾶς ἀγαπᾷ ὡς μητέρα του καὶ θὰ εἶναι εὐτυχὴς νὰ σᾶς ἔχῃ πλησίον του. — [110, 1188, 338, 1251]
paragraph: Τὸν τραυματισθέντα μετέφερον δι’ ὀχήματος εἰς τὸ Στρατιωτικὸν Νοσοκομεῖον. — [110, 545, 338, 583]
article-headline: ΕΞΑΦΑΝΙΣΙΣ ΥΠΗΡΕΤΡΙΑΣ — [858, 908, 1074, 931]
signature: Ἰω. Μιχαλινός — [503, 1319, 582, 1332]
paragraph: ΣΟΦΙΑ, 9 Σεπτεμβρίου.— Οἱ κάθηγηταὶ Γιώργη καὶ Μίλετιτς ἀνεχώρησαν διὰ τὴν Ἀγγλίαν ὅπως ὀργανώσουν ἐπιτροπὰς καὶ διαλέξεις πρὸς ἔρανον ὑπὲρ τῶν προσφύγων Μακεδόνων. — [598, 398, 846, 462]
ad-subheading: ΓΕΩΡΓΙΟΥ Ι. ΧΑΤΖΗΓΡΗΓΟΡΑΚΗ — [356, 1235, 580, 1250]
paragraph: ΒΕΛΙΓΡΑΔΙΟΝ, 9 Σεπτεμβρίου.— Τὰ γνωσθέντα ἀποτελέσματα τῶν βουλευτικῶν ἐκλογῶν δίδουν μεγάλην πλειοψηφίαν εἰς τοὺς μετριοπαθεῖς ριζοσπάστας. Ὁ στρατηγὸς Γκρουΐτς ἐξελέγη. — [858, 271, 1074, 347]
subheading: Καὶ ἕνα δυστύχημα — [156, 438, 292, 453]
paragraph: Ὁ ὑπουργὸς τῶν Στρατιωτικῶν κ. Κωνσταντινίδης ἀπεφάσισε ὅπως διενεργηθῇ εἰς ὅλας τὰς στρατιωτικὰς ἀρχὰς τοῦ Κράτους γενικὴ ἐπιθεώρησις ὑπὸ τοῦ Γενικοῦ Ἐπιθεωρητοῦ τοῦ Στρατοῦ. — [1086, 364, 1309, 440]
paragraph: — Εἰς τὸν βιβλιοπώλην Ταγιτὲ ὀφείλω 13 φράγκα, βιβλία κλασσικὰ τῆς παιδικῆς μου ἡλικίας... — [350, 401, 586, 439]
paragraph: ἀπὸ 1ης Σεπτεμβρίου κατάστημα εἰς τὴν πλατεῖαν Ὁμονοίας, πληροφορίαι παρὰ τῷ κ. Α. Παπαδοπούλῳ. Ὁδὸς Αἰόλου ἀριθ. 120. — [350, 1481, 586, 1531]
column-5 — [1086, 112, 1309, 2212]
